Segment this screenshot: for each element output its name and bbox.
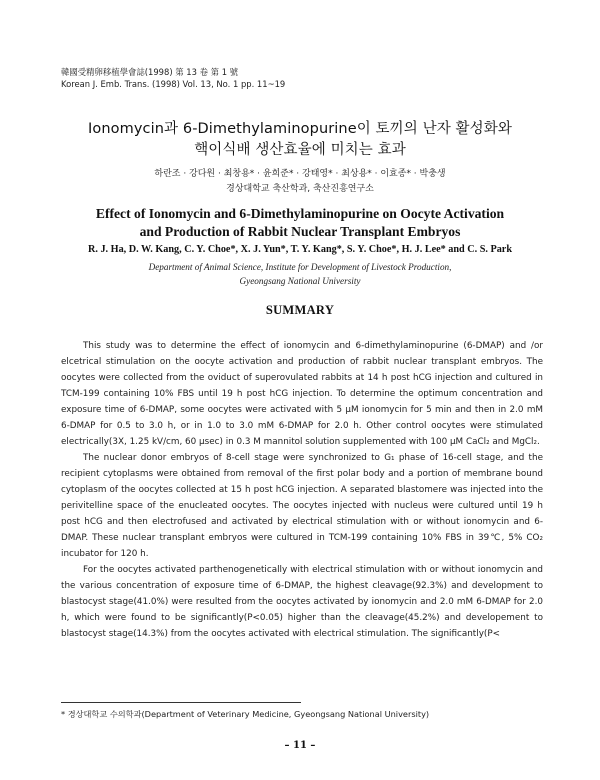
english-authors: R. J. Ha, D. W. Kang, C. Y. Choe*, X. J. Yun*, T. Y. Kang*, S. Y. Choe*, H. J. Lee* and C. S. Park xyxy=(88,244,512,255)
korean-title-line-2: 핵이식배 생산효율에 미치는 효과 xyxy=(194,142,406,158)
korean-affiliation: 경상대학교 축산학과, 축산진흥연구소 xyxy=(226,184,374,194)
summary-paragraph-2: The nuclear donor embryos of 8-cell stage were synchronized to G₁ phase of 16-cell stage, and the recipient cytoplasms were obtained from removal of the first polar body and a portion of membrane bound cytoplasm of the oocytes collected at 15 h post hCG injection. A separated blastomere was injected into the perivitelline space of the enucleated oocytes. The oocytes injected with nucleus were cultured until 19 h post hCG and then electrofused and activated by electrical stimulation with or without ionomycin and 6-DMAP. These nuclear transplant embryos were cultured in TCM-199 containing 10% FBS in 39℃, 5% CO₂ incubator for 120 h. xyxy=(61,453,543,559)
summary-paragraph-3: For the oocytes activated parthenogenetically with electrical stimulation with or without ionomycin and the various concentration of exposure time of 6-DMAP, the highest cleavage(92.3%) and development to blastocyst stage(41.0%) were resulted from the oocytes activated by ionomycin and 2.0 mM 6-DMAP for 2.0 h, which were found to be significantly(P<0.05) higher than the cleavage(45.2%) and developement to blastocyst stage(14.3%) from the oocytes activated with electrical stimulation. The significantly(P< xyxy=(61,565,543,639)
footnote: * 경상대학교 수의학과(Department of Veterinary Medicine, Gyeongsang National University) xyxy=(61,709,430,719)
journal-header xyxy=(61,66,285,90)
summary-body xyxy=(61,338,543,642)
journal-korean-citation: 韓國受精卵移植學會誌(1998) 第 13 卷 第 1 號 xyxy=(61,67,239,77)
english-title-line-1: Effect of Ionomycin and 6-Dimethylaminopurine on Oocyte Activation xyxy=(95,206,505,221)
english-affiliation-line-1: Department of Animal Science, Institute for Development of Livestock Production, xyxy=(148,262,452,272)
footnote-divider xyxy=(61,702,301,703)
korean-title-line-1: Ionomycin과 6-Dimethylaminopurine이 토끼의 난자 활성화와 xyxy=(88,121,512,137)
summary-heading: SUMMARY xyxy=(265,303,335,317)
journal-english-citation: Korean J. Emb. Trans. (1998) Vol. 13, No. 1 pp. 11~19 xyxy=(61,79,286,89)
summary-paragraph-1: This study was to determine the effect of ionomycin and 6-dimethylaminopurine (6-DMAP) and /or elcetrical stimulation on the oocyte activation and production of rabbit nuclear transplant embryos. The oocytes were collected from the oviduct of superovulated rabbits at 14 h post hCG injection and cultured in TCM-199 containing 10% FBS until 19 h post hCG injection. To determine the optimum concentration and exposure time of 6-DMAP, some oocytes were activated with 5 μM ionomycin for 5 min and then in 2.0 mM 6-DMAP for 0.5 to 3.0 h, or in 1.0 to 3.0 mM 6-DMAP for 2.0 h. Other control oocytes were stimulated electrically(3X, 1.25 kV/cm, 60 μsec) in 0.3 M mannitol solution supplemented with 100 μM CaCl₂ and MgCl₂. xyxy=(61,341,543,447)
english-title-line-2: and Production of Rabbit Nuclear Transplant Embryos xyxy=(139,224,461,239)
english-affiliation-line-2: Gyeongsang National University xyxy=(239,276,361,286)
page-number: – 11 – xyxy=(284,740,316,751)
korean-authors: 하란조 · 강다원 · 최창용* · 윤희준* · 강태영* · 최상용* · 이효종* · 박충생 xyxy=(154,169,446,179)
